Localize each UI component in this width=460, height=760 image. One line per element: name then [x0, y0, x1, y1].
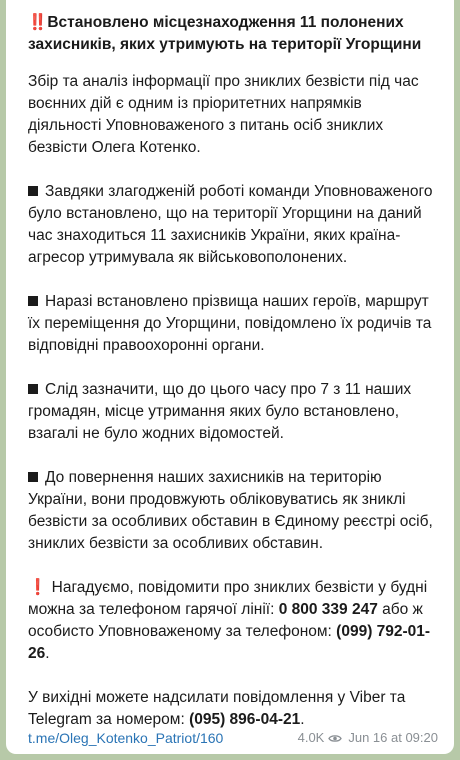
weekend-paragraph: [28, 687, 438, 731]
bullet-paragraph: [28, 379, 438, 445]
black-square-icon: [28, 472, 38, 482]
black-square-icon: [28, 186, 38, 196]
post-link[interactable]: t.me/Oleg_Kotenko_Patriot/160: [28, 730, 224, 746]
commissioner-phone: (099) 792-01-26: [28, 623, 431, 662]
message-footer: [28, 728, 438, 748]
view-count: 4.0K: [297, 730, 325, 745]
bullet-paragraph: [28, 467, 438, 555]
bullet-text: Слід зазначити, що до цього часу про 7 з 11 наших громадян, місце утримання яких було встановлено, взагалі не було жодних відомостей.: [28, 381, 412, 442]
bullet-text: До повернення наших захисників на територію України, вони продовжують обліковуватись як зниклі безвісти за особливих обставин в Єдиному реєстрі осіб, зниклих безвісти за особливих обставин.: [28, 469, 433, 552]
post-title: [28, 12, 438, 56]
reminder-text: Нагадуємо, повідомити про зниклих безвісти у будні можна за телефоном гарячої лінії:: [28, 579, 428, 618]
message-bubble: [6, 0, 454, 754]
eye-icon: [328, 734, 342, 743]
double-exclamation-icon: ‼️: [28, 14, 48, 31]
hotline-number: 0 800 339 247: [278, 601, 378, 618]
bullet-text: Завдяки злагодженій роботі команди Уповноваженого було встановлено, що на території Угорщини на даний час знаходиться 11 захисників України, яких країна-агресор утримувала як військовополонених.: [28, 183, 433, 266]
black-square-icon: [28, 296, 38, 306]
exclamation-icon: ❗: [28, 579, 48, 596]
reminder-text-end: .: [45, 645, 50, 662]
reminder-text-middle: або ж особисто Уповноваженому за телефоном:: [28, 601, 423, 640]
weekend-phone: (095) 896-04-21: [189, 711, 301, 728]
reminder-paragraph: [28, 577, 438, 665]
weekend-text: У вихідні можете надсилати повідомлення у Viber та Telegram за номером:: [28, 689, 406, 728]
bullet-paragraph: [28, 181, 438, 269]
post-intro: Збір та аналіз інформації про зниклих безвісти під час воєнних дій є одним із пріоритетних напрямків діяльності Уповноваженого з питань осіб зниклих безвісти Олега Котенко.: [28, 73, 419, 156]
black-square-icon: [28, 384, 38, 394]
post-title-text: Встановлено місцезнаходження 11 полонених захисників, яких утримують на території Угорщини: [28, 14, 422, 53]
bullet-text: Наразі встановлено прізвища наших героїв, маршрут їх переміщення до Угорщини, повідомлено їх родичів та відповідні правоохоронні органи.: [28, 293, 432, 354]
bullet-paragraph: [28, 291, 438, 357]
message-timestamp: Jun 16 at 09:20: [348, 730, 438, 745]
weekend-text-end: .: [300, 711, 305, 728]
